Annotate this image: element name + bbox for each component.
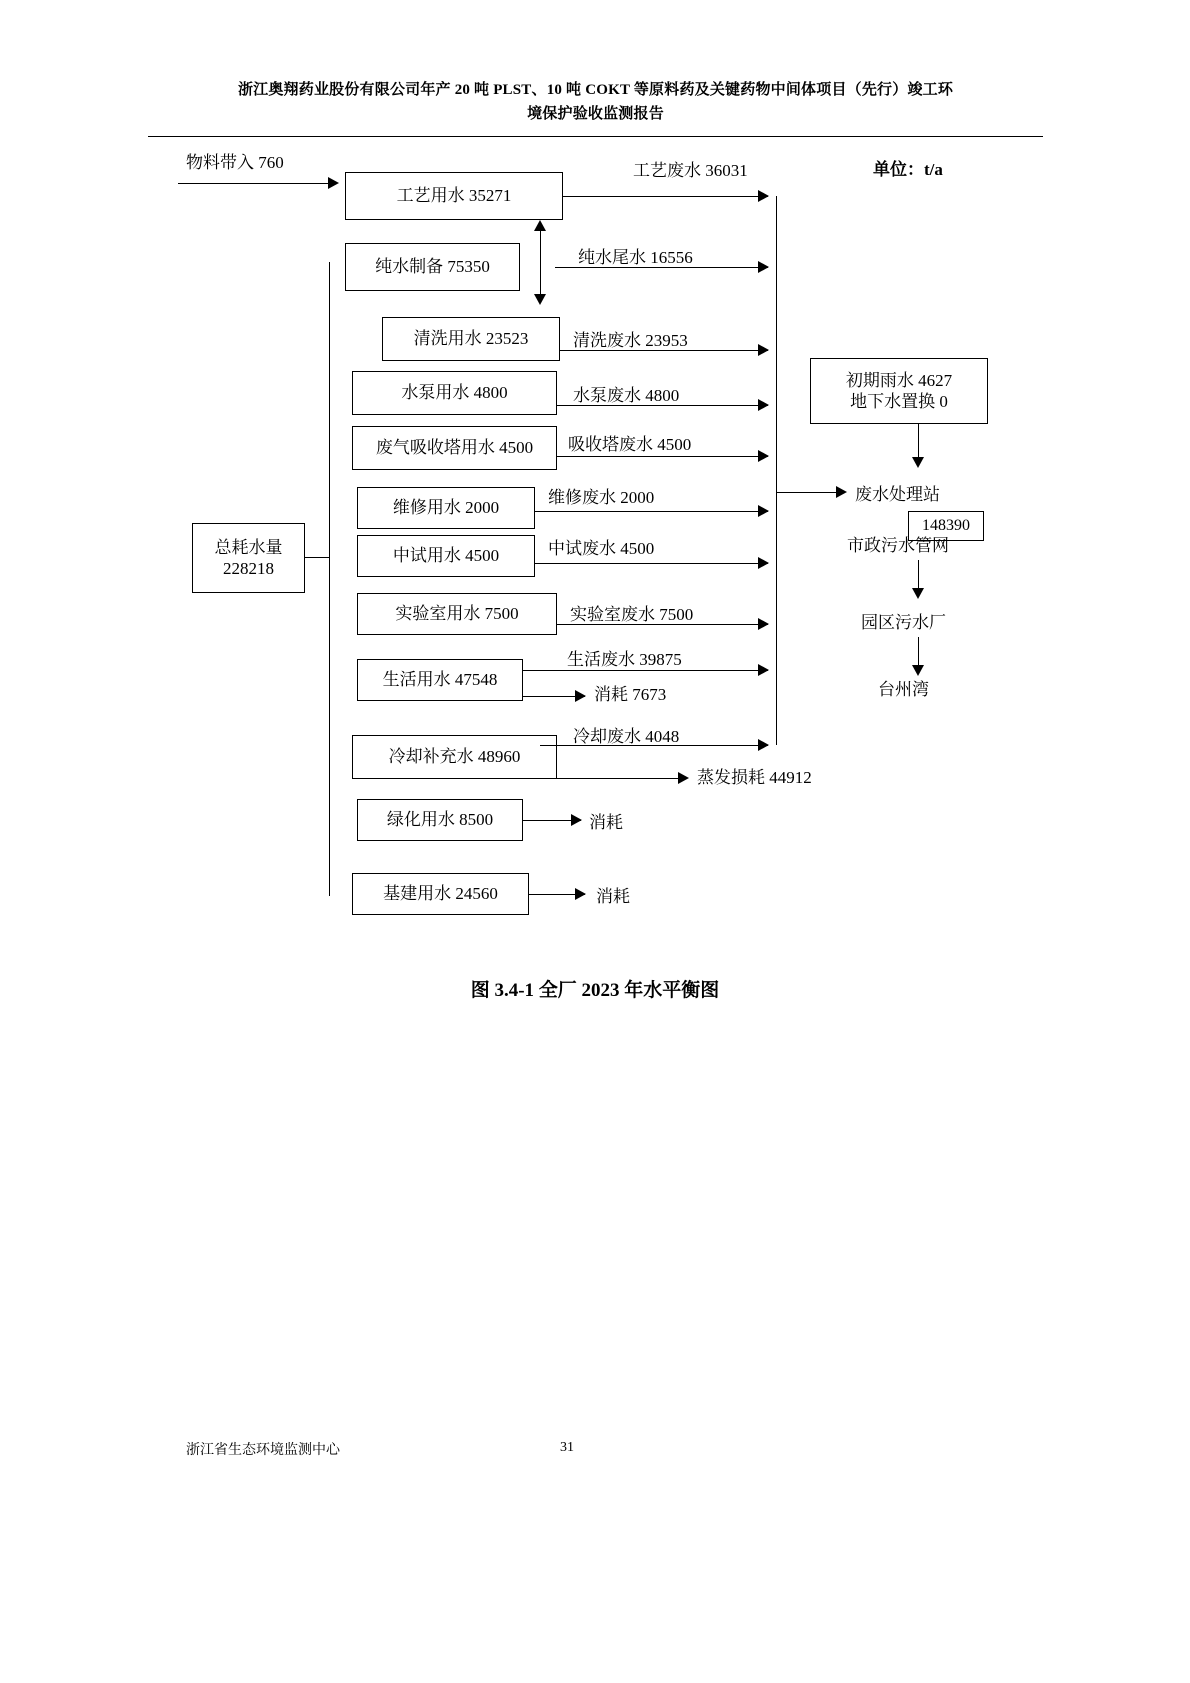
collector-to-station-line [776,492,844,493]
material-input-label: 物料带入 760 [186,153,284,172]
park-wwtp-label: 园区污水厂 [861,613,946,632]
header-line-2: 境保护验收监测报告 [527,106,664,122]
greening-consumption-arrow [571,814,582,826]
cooling-wastewater-arrow [758,739,769,751]
taizhou-bay-label: 台州湾 [878,680,929,699]
municipal-to-park-arrow [912,588,924,599]
cleaning-wastewater-line [560,350,768,351]
evaporation-loss-line [540,778,685,779]
municipal-sewer-label: 市政污水管网 [847,536,949,555]
footer-organization: 浙江省生态环境监测中心 [186,1443,340,1458]
box-scrubber-water [352,426,557,470]
maintenance-wastewater-line [535,511,768,512]
pure-water-tail-arrow [758,261,769,273]
pump-wastewater-arrow [758,399,769,411]
box-cleaning-water [382,317,560,361]
scrubber-wastewater-arrow [758,450,769,462]
pure-water-tail-line [555,267,768,268]
pump-wastewater-line [557,405,768,406]
municipal-to-park-line [918,560,919,590]
domestic-wastewater-label: 生活废水 39875 [567,650,682,669]
pilot-wastewater-line [535,563,768,564]
lab-wastewater-arrow [758,618,769,630]
maintenance-water-label: 维修用水 2000 [392,498,500,518]
box-pilot-water [357,535,535,577]
pure-water-prep-label: 纯水制备 75350 [375,257,490,277]
domestic-consumption-label: 消耗 7673 [594,685,667,704]
initial-rain-line1: 初期雨水 4627 [845,370,953,390]
domestic-water-label: 生活用水 47548 [382,670,498,690]
pump-water-label: 水泵用水 4800 [401,383,508,403]
initial-rain-line2: 地下水置换 0 [850,392,948,411]
process-wastewater-label: 工艺废水 36031 [633,161,748,180]
cooling-makeup-water-label: 冷却补充水 48960 [388,747,521,767]
lab-water-label: 实验室用水 7500 [395,604,519,624]
total-trunk-line [305,557,330,558]
box-cooling-makeup-water [352,735,557,779]
pure-to-process-arrow-down [534,294,546,305]
box-process-water [345,172,563,220]
footer-page-number: 31 [560,1440,574,1455]
unit-label: 单位：t/a [873,160,943,179]
cleaning-water-label: 清洗用水 23523 [413,329,529,349]
figure-caption: 图 3.4-1 全厂 2023 年水平衡图 [470,980,720,1001]
maintenance-wastewater-label: 维修废水 2000 [548,488,655,507]
scrubber-wastewater-label: 吸收塔废水 4500 [568,435,692,454]
lab-wastewater-label: 实验室废水 7500 [570,605,694,624]
construction-water-label: 基建用水 24560 [383,884,498,904]
collector-to-station-arrow [836,486,847,498]
total-consumption-line2: 228218 [223,559,274,578]
evaporation-loss-arrow [678,772,689,784]
material-input-arrow [328,177,339,189]
box-pure-water-prep [345,243,520,291]
pump-wastewater-label: 水泵废水 4800 [573,386,680,405]
material-input-line [178,183,328,184]
box-construction-water [352,873,529,915]
cooling-wastewater-label: 冷却废水 4048 [573,727,680,746]
domestic-wastewater-line [523,670,768,671]
construction-consumption-label: 消耗 [596,887,630,906]
cleaning-wastewater-arrow [758,344,769,356]
scrubber-wastewater-line [557,456,768,457]
wastewater-station-label: 废水处理站 [855,485,940,504]
box-domestic-water [357,659,523,701]
total-consumption-line1: 总耗水量 [214,537,283,557]
rain-to-station-line [918,424,919,459]
scrubber-water-label: 废气吸收塔用水 4500 [375,438,534,458]
cleaning-wastewater-label: 清洗废水 23953 [573,331,688,350]
process-wastewater-line [563,196,768,197]
park-to-bay-line [918,637,919,667]
rain-to-station-arrow [912,457,924,468]
evaporation-loss-label: 蒸发损耗 44912 [697,768,812,787]
distribution-bus [329,262,330,896]
greening-water-label: 绿化用水 8500 [386,810,494,830]
collector-bus [776,196,777,745]
cooling-wastewater-line [540,745,768,746]
box-total-consumption [192,523,305,593]
construction-consumption-arrow [575,888,586,900]
box-initial-rain [810,358,988,424]
pure-water-tail-label: 纯水尾水 16556 [578,248,693,267]
pilot-wastewater-arrow [758,557,769,569]
greening-consumption-label: 消耗 [589,813,623,832]
box-maintenance-water [357,487,535,529]
pilot-water-label: 中试用水 4500 [392,546,500,566]
box-greening-water [357,799,523,841]
domestic-wastewater-arrow [758,664,769,676]
lab-wastewater-line [557,624,768,625]
header-line-1: 浙江奥翔药业股份有限公司年产 20 吨 PLST、10 吨 COKT 等原料药及关键药物中间体项目（先行）竣工环 [237,82,954,98]
pilot-wastewater-label: 中试废水 4500 [548,539,655,558]
wastewater-station-value-label: 148390 [922,517,970,534]
maintenance-wastewater-arrow [758,505,769,517]
process-wastewater-arrow [758,190,769,202]
pure-to-process-arrow-up [534,220,546,231]
box-pump-water [352,371,557,415]
domestic-consumption-arrow [575,690,586,702]
box-lab-water [357,593,557,635]
pure-to-process-line [540,228,541,296]
process-water-label: 工艺用水 35271 [396,186,512,206]
